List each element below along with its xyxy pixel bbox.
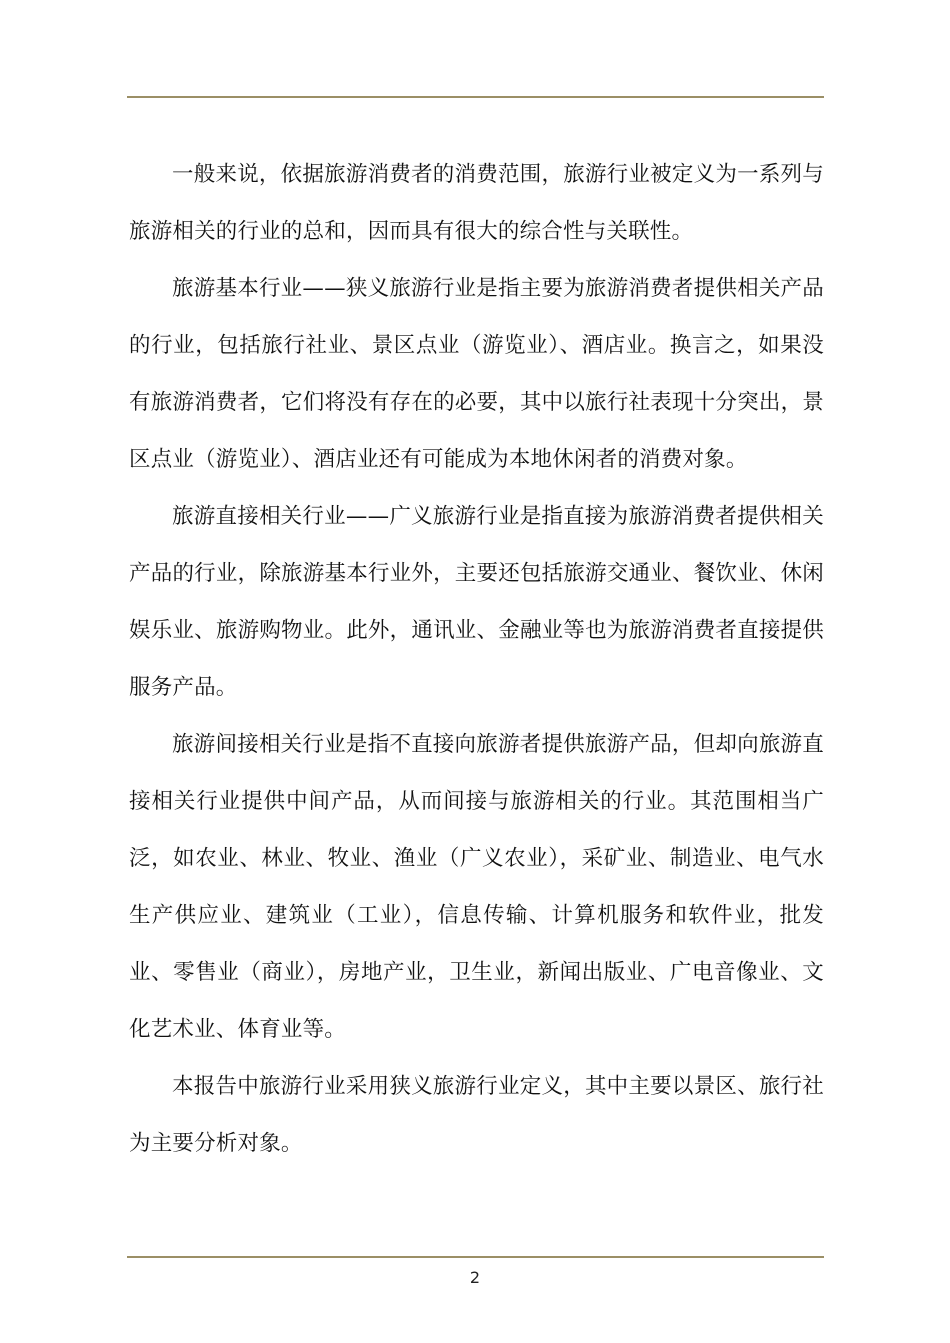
paragraph-scope-definition: 一般来说，依据旅游消费者的消费范围，旅游行业被定义为一系列与旅游相关的行业的总和，因而具有很大的综合性与关联性。: [129, 162, 824, 244]
header-rule: [127, 96, 824, 98]
page-number: 2: [469, 1268, 481, 1287]
footer-rule: [127, 1256, 824, 1258]
paragraph-indirect-industry: 旅游间接相关行业是指不直接向旅游者提供旅游产品，但却向旅游直接相关行业提供中间产品，从而间接与旅游相关的行业。其范围相当广泛，如农业、林业、牧业、渔业（广义农业），采矿业、制造业、电气水生产供应业、建筑业（工业），信息传输、计算机服务和软件业，批发业、零售业（商业），房地产业，卫生业，新闻出版业、广电音像业、文化艺术业、体育业等。: [129, 732, 824, 1042]
paragraph-basic-industry: 旅游基本行业——狭义旅游行业是指主要为旅游消费者提供相关产品的行业，包括旅行社业、景区点业（游览业）、酒店业。换言之，如果没有旅游消费者，它们将没有存在的必要，其中以旅行社表现十分突出，景区点业（游览业）、酒店业还有可能成为本地休闲者的消费对象。: [129, 276, 824, 472]
paragraph-direct-industry: 旅游直接相关行业——广义旅游行业是指直接为旅游消费者提供相关产品的行业，除旅游基本行业外，主要还包括旅游交通业、餐饮业、休闲娱乐业、旅游购物业。此外，通讯业、金融业等也为旅游消费者直接提供服务产品。: [129, 504, 824, 700]
paragraph-report-scope: 本报告中旅游行业采用狭义旅游行业定义，其中主要以景区、旅行社为主要分析对象。: [129, 1074, 824, 1156]
document-body: [129, 146, 824, 1172]
